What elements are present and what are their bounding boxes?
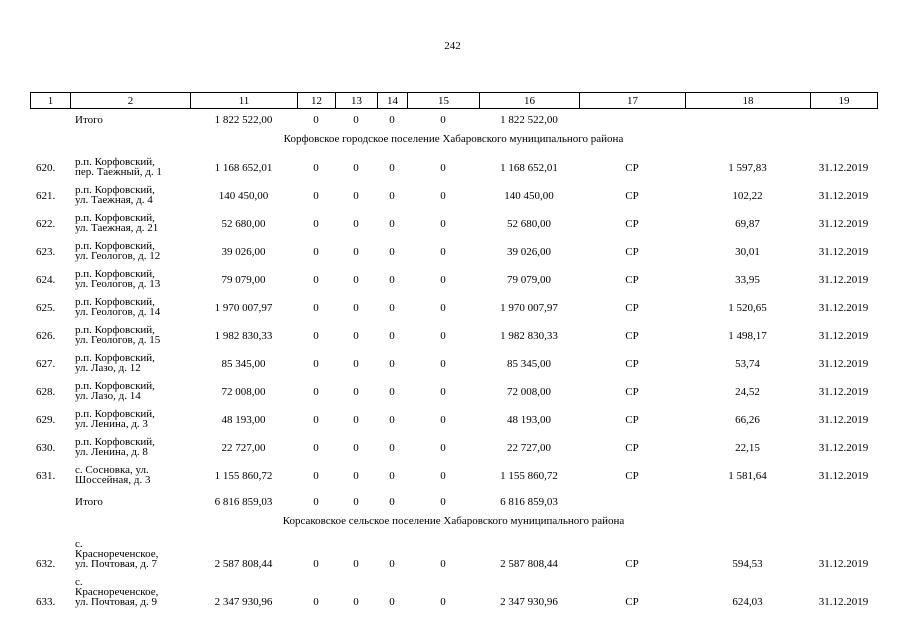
address-line: ул. Геологов, д. 14 xyxy=(75,306,161,318)
specific-cost-cell: 22,15 xyxy=(735,442,760,454)
fund-funds-cell: 1 970 007,97 xyxy=(500,302,558,314)
address-line: р.п. Корфовский, xyxy=(75,408,155,420)
regional-funds-cell: 0 xyxy=(353,470,359,482)
row-number-cell: 624. xyxy=(36,274,56,286)
local-funds-cell: 0 xyxy=(389,330,395,342)
federal-funds-cell: 0 xyxy=(313,114,319,126)
address-cell xyxy=(75,539,193,569)
total-label: Итого xyxy=(75,114,103,126)
address-cell xyxy=(75,353,193,373)
local-funds-cell: 0 xyxy=(389,218,395,230)
cost-total-cell: 79 079,00 xyxy=(221,274,266,286)
section-title: Корфовское городское поселение Хабаровского муниципального района xyxy=(283,133,624,145)
address-line: р.п. Корфовский, xyxy=(75,380,155,392)
address-cell xyxy=(75,157,193,177)
row-number-cell: 628. xyxy=(36,386,56,398)
method-cell: СР xyxy=(625,330,639,342)
cost-total-cell: 1 982 830,33 xyxy=(214,330,273,342)
table-row xyxy=(30,381,877,409)
owner-funds-cell: 0 xyxy=(440,442,446,454)
federal-funds-cell: 0 xyxy=(313,218,319,230)
local-funds-cell: 0 xyxy=(389,114,395,126)
federal-funds-cell: 0 xyxy=(313,386,319,398)
cost-total-cell: 85 345,00 xyxy=(221,358,266,370)
address-line: ул. Геологов, д. 12 xyxy=(75,250,161,262)
specific-cost-cell: 66,26 xyxy=(735,414,760,426)
owner-funds-cell: 0 xyxy=(440,114,446,126)
owner-funds-cell: 0 xyxy=(440,274,446,286)
address-line: р.п. Корфовский, xyxy=(75,352,155,364)
fund-funds-cell: 2 587 808,44 xyxy=(500,558,558,570)
fund-funds-cell: 6 816 859,03 xyxy=(500,496,558,508)
fund-funds-cell: 72 008,00 xyxy=(507,386,551,398)
fund-funds-cell: 39 026,00 xyxy=(507,246,551,258)
column-header: 11 xyxy=(191,93,298,109)
deadline-cell: 31.12.2019 xyxy=(818,442,869,454)
cost-total-cell: 6 816 859,03 xyxy=(214,496,273,508)
address-line: Шоссейная, д. 3 xyxy=(75,474,151,486)
owner-funds-cell: 0 xyxy=(440,596,446,608)
address-line: р.п. Корфовский, xyxy=(75,184,155,196)
table-row xyxy=(30,465,877,493)
cost-total-cell: 140 450,00 xyxy=(218,190,269,202)
column-header-table xyxy=(30,92,878,109)
regional-funds-cell: 0 xyxy=(353,162,359,174)
local-funds-cell: 0 xyxy=(389,358,395,370)
fund-funds-cell: 1 982 830,33 xyxy=(500,330,558,342)
table-row xyxy=(30,185,877,213)
column-header: 19 xyxy=(811,93,878,109)
table-row xyxy=(30,437,877,465)
deadline-cell: 31.12.2019 xyxy=(818,218,869,230)
specific-cost-cell: 1 581,64 xyxy=(728,470,767,482)
local-funds-cell: 0 xyxy=(389,162,395,174)
local-funds-cell: 0 xyxy=(389,274,395,286)
federal-funds-cell: 0 xyxy=(313,442,319,454)
cost-total-cell: 1 168 652,01 xyxy=(214,162,273,174)
address-cell xyxy=(75,269,193,289)
local-funds-cell: 0 xyxy=(389,302,395,314)
address-line: р.п. Корфовский, xyxy=(75,156,155,168)
address-cell xyxy=(75,381,193,401)
column-header: 17 xyxy=(580,93,686,109)
cost-total-cell: 2 587 808,44 xyxy=(214,558,273,570)
column-header-row xyxy=(31,93,878,109)
cost-total-cell: 39 026,00 xyxy=(221,246,266,258)
specific-cost-cell: 624,03 xyxy=(732,596,763,608)
address-line: р.п. Корфовский, xyxy=(75,268,155,280)
federal-funds-cell: 0 xyxy=(313,274,319,286)
federal-funds-cell: 0 xyxy=(313,496,319,508)
regional-funds-cell: 0 xyxy=(353,190,359,202)
deadline-cell: 31.12.2019 xyxy=(818,190,869,202)
address-line: ул. Лазо, д. 14 xyxy=(75,390,141,402)
fund-funds-cell: 140 450,00 xyxy=(504,190,554,202)
specific-cost-cell: 24,52 xyxy=(735,386,760,398)
deadline-cell: 31.12.2019 xyxy=(818,302,869,314)
table-row xyxy=(30,269,877,297)
owner-funds-cell: 0 xyxy=(440,414,446,426)
local-funds-cell: 0 xyxy=(389,246,395,258)
federal-funds-cell: 0 xyxy=(313,596,319,608)
method-cell: СР xyxy=(625,596,639,608)
deadline-cell: 31.12.2019 xyxy=(818,162,869,174)
column-header: 15 xyxy=(408,93,480,109)
address-cell xyxy=(75,297,193,317)
federal-funds-cell: 0 xyxy=(313,470,319,482)
fund-funds-cell: 79 079,00 xyxy=(507,274,551,286)
owner-funds-cell: 0 xyxy=(440,470,446,482)
deadline-cell: 31.12.2019 xyxy=(818,558,869,570)
cost-total-cell: 52 680,00 xyxy=(221,218,266,230)
specific-cost-cell: 69,87 xyxy=(735,218,760,230)
specific-cost-cell: 1 597,83 xyxy=(728,162,767,174)
fund-funds-cell: 52 680,00 xyxy=(507,218,551,230)
address-line: Краснореченское, xyxy=(75,586,159,598)
deadline-cell: 31.12.2019 xyxy=(818,386,869,398)
regional-funds-cell: 0 xyxy=(353,302,359,314)
column-header: 12 xyxy=(298,93,336,109)
address-line: Краснореченское, xyxy=(75,548,159,560)
table-row xyxy=(30,409,877,437)
regional-funds-cell: 0 xyxy=(353,442,359,454)
address-line: с. xyxy=(75,538,83,550)
specific-cost-cell: 1 498,17 xyxy=(728,330,767,342)
address-line: ул. Геологов, д. 13 xyxy=(75,278,161,290)
method-cell: СР xyxy=(625,386,639,398)
table-row xyxy=(30,539,877,577)
federal-funds-cell: 0 xyxy=(313,558,319,570)
cost-total-cell: 22 727,00 xyxy=(221,442,266,454)
address-cell xyxy=(75,325,193,345)
local-funds-cell: 0 xyxy=(389,190,395,202)
total-row xyxy=(30,493,877,511)
fund-funds-cell: 1 155 860,72 xyxy=(500,470,558,482)
table-row xyxy=(30,157,877,185)
address-cell xyxy=(75,577,193,607)
method-cell: СР xyxy=(625,358,639,370)
local-funds-cell: 0 xyxy=(389,496,395,508)
column-header: 2 xyxy=(71,93,191,109)
row-number-cell: 622. xyxy=(36,218,56,230)
deadline-cell: 31.12.2019 xyxy=(818,358,869,370)
row-number-cell: 632. xyxy=(36,558,56,570)
address-line: ул. Геологов, д. 15 xyxy=(75,334,161,346)
method-cell: СР xyxy=(625,274,639,286)
row-number-cell: 626. xyxy=(36,330,56,342)
column-header: 1 xyxy=(31,93,71,109)
regional-funds-cell: 0 xyxy=(353,414,359,426)
section-title: Корсаковское сельское поселение Хабаровского муниципального района xyxy=(282,515,625,527)
federal-funds-cell: 0 xyxy=(313,330,319,342)
cost-total-cell: 1 970 007,97 xyxy=(214,302,273,314)
regional-funds-cell: 0 xyxy=(353,386,359,398)
local-funds-cell: 0 xyxy=(389,558,395,570)
federal-funds-cell: 0 xyxy=(313,162,319,174)
row-number-cell: 627. xyxy=(36,358,56,370)
method-cell: СР xyxy=(625,558,639,570)
column-header: 18 xyxy=(686,93,811,109)
address-cell xyxy=(75,437,193,457)
address-line: р.п. Корфовский, xyxy=(75,324,155,336)
cost-total-cell: 72 008,00 xyxy=(221,386,266,398)
address-line: р.п. Корфовский, xyxy=(75,212,155,224)
row-number-cell: 621. xyxy=(36,190,56,202)
method-cell: СР xyxy=(625,246,639,258)
local-funds-cell: 0 xyxy=(389,442,395,454)
method-cell: СР xyxy=(625,218,639,230)
address-line: с. xyxy=(75,576,83,588)
fund-funds-cell: 22 727,00 xyxy=(507,442,551,454)
total-row xyxy=(30,111,877,129)
address-line: ул. Почтовая, д. 7 xyxy=(75,558,157,570)
table-row xyxy=(30,297,877,325)
fund-funds-cell: 1 822 522,00 xyxy=(500,114,558,126)
owner-funds-cell: 0 xyxy=(440,190,446,202)
row-number-cell: 629. xyxy=(36,414,56,426)
regional-funds-cell: 0 xyxy=(353,114,359,126)
deadline-cell: 31.12.2019 xyxy=(818,470,869,482)
cost-total-cell: 2 347 930,96 xyxy=(214,596,273,608)
address-line: ул. Таежная, д. 21 xyxy=(75,222,159,234)
row-number-cell: 630. xyxy=(36,442,56,454)
specific-cost-cell: 594,53 xyxy=(732,558,763,570)
regional-funds-cell: 0 xyxy=(353,558,359,570)
address-line: пер. Таежный, д. 1 xyxy=(75,166,162,178)
method-cell: СР xyxy=(625,470,639,482)
federal-funds-cell: 0 xyxy=(313,302,319,314)
address-line: с. Сосновка, ул. xyxy=(75,464,149,476)
address-line: р.п. Корфовский, xyxy=(75,296,155,308)
federal-funds-cell: 0 xyxy=(313,190,319,202)
row-number-cell: 623. xyxy=(36,246,56,258)
table-row xyxy=(30,353,877,381)
local-funds-cell: 0 xyxy=(389,386,395,398)
regional-funds-cell: 0 xyxy=(353,496,359,508)
specific-cost-cell: 1 520,65 xyxy=(728,302,767,314)
specific-cost-cell: 102,22 xyxy=(732,190,763,202)
deadline-cell: 31.12.2019 xyxy=(818,596,869,608)
method-cell: СР xyxy=(625,442,639,454)
owner-funds-cell: 0 xyxy=(440,302,446,314)
federal-funds-cell: 0 xyxy=(313,414,319,426)
row-number-cell: 633. xyxy=(36,596,56,608)
table-row xyxy=(30,577,877,615)
method-cell: СР xyxy=(625,414,639,426)
table-row xyxy=(30,325,877,353)
regional-funds-cell: 0 xyxy=(353,596,359,608)
address-line: ул. Таежная, д. 4 xyxy=(75,194,153,206)
deadline-cell: 31.12.2019 xyxy=(818,274,869,286)
method-cell: СР xyxy=(625,190,639,202)
address-cell xyxy=(75,465,193,485)
owner-funds-cell: 0 xyxy=(440,330,446,342)
address-cell xyxy=(75,213,193,233)
federal-funds-cell: 0 xyxy=(313,358,319,370)
specific-cost-cell: 53,74 xyxy=(735,358,760,370)
local-funds-cell: 0 xyxy=(389,470,395,482)
owner-funds-cell: 0 xyxy=(440,358,446,370)
page-number: 242 xyxy=(444,40,461,52)
owner-funds-cell: 0 xyxy=(440,162,446,174)
method-cell: СР xyxy=(625,162,639,174)
regional-funds-cell: 0 xyxy=(353,274,359,286)
address-line: ул. Лазо, д. 12 xyxy=(75,362,141,374)
regional-funds-cell: 0 xyxy=(353,330,359,342)
fund-funds-cell: 1 168 652,01 xyxy=(500,162,558,174)
deadline-cell: 31.12.2019 xyxy=(818,330,869,342)
regional-funds-cell: 0 xyxy=(353,358,359,370)
regional-funds-cell: 0 xyxy=(353,218,359,230)
fund-funds-cell: 85 345,00 xyxy=(507,358,551,370)
address-cell xyxy=(75,241,193,261)
specific-cost-cell: 30,01 xyxy=(735,246,760,258)
row-number-cell: 620. xyxy=(36,162,56,174)
cost-total-cell: 1 822 522,00 xyxy=(214,114,273,126)
specific-cost-cell: 33,95 xyxy=(735,274,760,286)
local-funds-cell: 0 xyxy=(389,414,395,426)
row-number-cell: 625. xyxy=(36,302,56,314)
owner-funds-cell: 0 xyxy=(440,246,446,258)
cost-total-cell: 1 155 860,72 xyxy=(214,470,273,482)
method-cell: СР xyxy=(625,302,639,314)
address-line: ул. Почтовая, д. 9 xyxy=(75,596,157,608)
regional-funds-cell: 0 xyxy=(353,246,359,258)
fund-funds-cell: 2 347 930,96 xyxy=(500,596,558,608)
address-line: р.п. Корфовский, xyxy=(75,240,155,252)
column-header: 13 xyxy=(336,93,378,109)
total-label: Итого xyxy=(75,496,103,508)
table-row xyxy=(30,213,877,241)
deadline-cell: 31.12.2019 xyxy=(818,414,869,426)
table-row xyxy=(30,241,877,269)
cost-total-cell: 48 193,00 xyxy=(221,414,266,426)
address-line: ул. Ленина, д. 3 xyxy=(75,418,148,430)
owner-funds-cell: 0 xyxy=(440,218,446,230)
address-line: р.п. Корфовский, xyxy=(75,436,155,448)
address-line: ул. Ленина, д. 8 xyxy=(75,446,148,458)
federal-funds-cell: 0 xyxy=(313,246,319,258)
address-cell xyxy=(75,185,193,205)
column-header: 16 xyxy=(480,93,580,109)
owner-funds-cell: 0 xyxy=(440,558,446,570)
local-funds-cell: 0 xyxy=(389,596,395,608)
row-number-cell: 631. xyxy=(36,470,56,482)
deadline-cell: 31.12.2019 xyxy=(818,246,869,258)
owner-funds-cell: 0 xyxy=(440,496,446,508)
address-cell xyxy=(75,409,193,429)
fund-funds-cell: 48 193,00 xyxy=(507,414,551,426)
owner-funds-cell: 0 xyxy=(440,386,446,398)
column-header: 14 xyxy=(378,93,408,109)
